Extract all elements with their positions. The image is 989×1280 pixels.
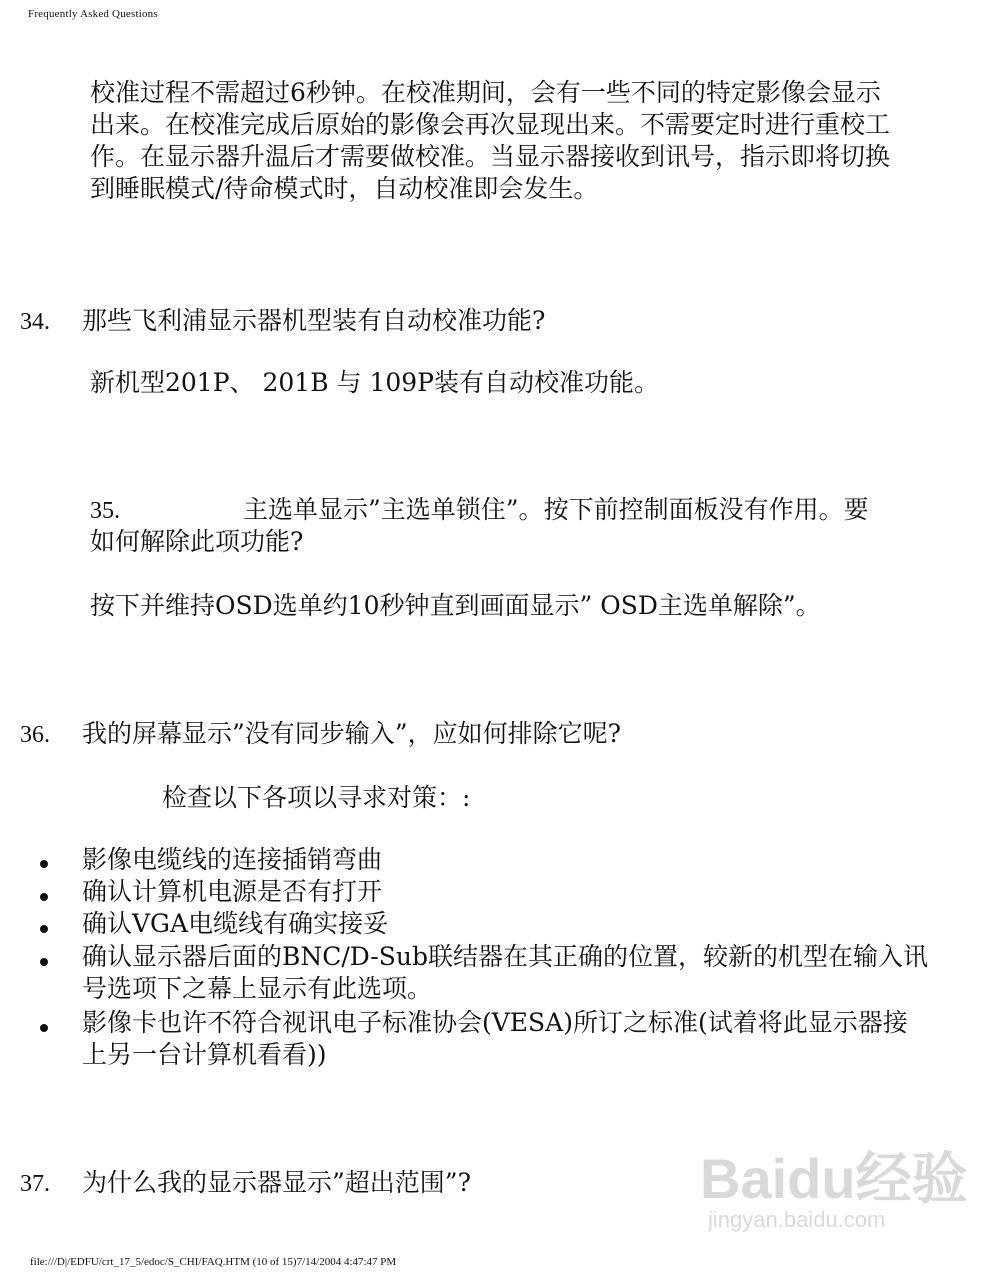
list-item <box>82 1007 908 1071</box>
list-item: 影像电缆线的连接插销弯曲 <box>82 845 383 874</box>
page-header-title: Frequently Asked Questions <box>28 8 158 20</box>
question-36: 我的屏幕显示”没有同步输入”，应如何排除它呢? <box>82 719 621 748</box>
bullet-icon <box>40 925 48 933</box>
question-number-37: 37. <box>20 1171 50 1197</box>
list-item: 确认计算机电源是否有打开 <box>82 877 383 906</box>
question-number-34: 34. <box>20 309 50 335</box>
intro-line: 出来。在校准完成后原始的影像会再次显现出来。不需要定时进行重校工 <box>90 110 891 139</box>
question-35-line1: 主选单显示”主选单锁住”。按下前控制面板没有作用。要 <box>243 495 869 524</box>
answer-35: 按下并维持OSD选单约10秒钟直到画面显示” OSD主选单解除”。 <box>90 591 821 620</box>
list-item: 确认VGA电缆线有确实接妥 <box>82 909 389 938</box>
list-item-line: 影像卡也许不符合视讯电子标准协会(VESA)所订之标准(试着将此显示器接 <box>82 1008 908 1037</box>
list-item-line: 号选项下之幕上显示有此选项。 <box>82 974 433 1003</box>
bullet-icon <box>40 860 48 868</box>
question-number-36: 36. <box>20 722 50 748</box>
intro-line: 到睡眠模式/待命模式时，自动校准即会发生。 <box>90 174 599 203</box>
bullet-icon <box>40 893 48 901</box>
watermark-logo: Baidu经验 <box>700 1147 968 1210</box>
intro-line: 校准过程不需超过6秒钟。在校准期间，会有一些不同的特定影像会显示 <box>90 78 881 107</box>
page-footer-path: file:///D|/EDFU/crt_17_5/edoc/S_CHI/FAQ.HTM (10 of 15)7/14/2004 4:47:47 PM <box>30 1256 397 1268</box>
list-item-line: 确认显示器后面的BNC/D-Sub联结器在其正确的位置，较新的机型在输入讯 <box>82 942 928 971</box>
bullet-icon <box>40 958 48 966</box>
intro-paragraph <box>90 77 890 205</box>
question-35-line2: 如何解除此项功能? <box>90 527 304 556</box>
question-37: 为什么我的显示器显示”超出范围”? <box>82 1168 471 1197</box>
list-item <box>82 941 928 1005</box>
question-number-35: 35. <box>90 498 120 524</box>
answer-34: 新机型201P、 201B 与 109P装有自动校准功能。 <box>90 368 660 397</box>
intro-line: 作。在显示器升温后才需要做校准。当显示器接收到讯号，指示即将切换 <box>90 142 891 171</box>
question-34: 那些飞利浦显示器机型装有自动校准功能? <box>82 306 546 335</box>
list-item-line: 上另一台计算机看看)) <box>82 1040 327 1069</box>
check-items-intro: 检查以下各项以寻求对策：: <box>162 783 471 812</box>
watermark-site: jingyan.baidu.com <box>708 1207 886 1232</box>
bullet-icon <box>40 1024 48 1032</box>
